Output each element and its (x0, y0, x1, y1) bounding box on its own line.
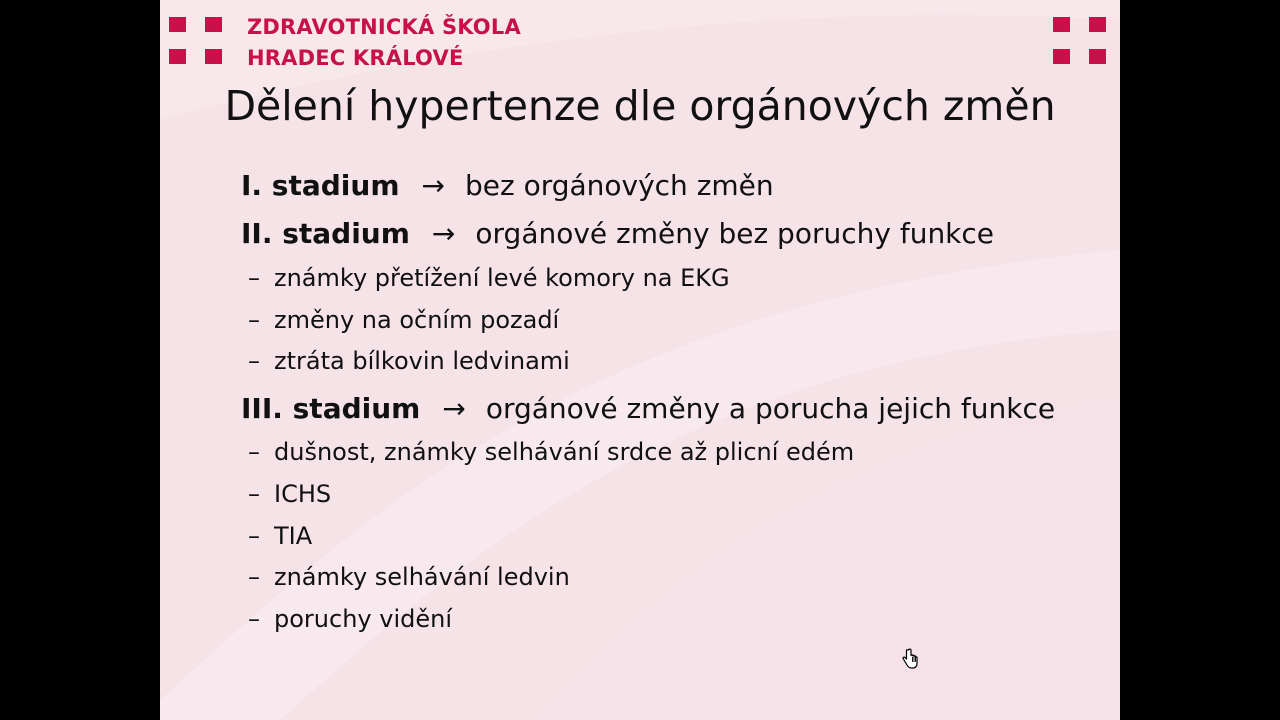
stage-description: bez orgánových změn (464, 169, 774, 202)
arrow-icon: → (421, 169, 445, 202)
list-item-text: dušnost, známky selhávání srdce až plicní edém (274, 438, 855, 466)
school-name (247, 12, 521, 74)
dash-bullet: – (248, 522, 260, 550)
list-item (248, 306, 559, 334)
list-item-text: ztráta bílkovin ledvinami (274, 347, 570, 375)
list-item-text: změny na očním pozadí (274, 306, 560, 334)
list-item-text: poruchy vidění (274, 605, 452, 633)
dash-bullet: – (248, 480, 260, 508)
logo-squares-right (1053, 17, 1113, 67)
logo-square (169, 17, 186, 32)
list-item (248, 480, 331, 508)
list-item-text: TIA (274, 522, 313, 550)
stage-label: I. stadium (241, 169, 400, 202)
list-item (248, 563, 570, 591)
stage-1-line (241, 169, 774, 202)
logo-square (1053, 17, 1070, 32)
list-item (248, 522, 312, 550)
logo-square (1089, 17, 1106, 32)
presentation-slide[interactable] (160, 0, 1120, 720)
list-item (248, 438, 854, 466)
logo-square (205, 49, 222, 64)
logo-square (1089, 49, 1106, 64)
hand-cursor-icon (901, 648, 921, 670)
arrow-icon: → (431, 217, 456, 250)
dash-bullet: – (248, 306, 260, 334)
stage-3-line (241, 392, 1055, 425)
list-item (248, 347, 570, 375)
logo-squares-left (169, 17, 229, 67)
dash-bullet: – (248, 563, 260, 591)
school-name-line1: ZDRAVOTNICKÁ ŠKOLA (247, 15, 521, 39)
list-item (248, 264, 730, 292)
stage-label: III. stadium (241, 392, 421, 425)
list-item-text: známky selhávání ledvin (274, 563, 570, 591)
list-item (248, 605, 452, 633)
dash-bullet: – (248, 438, 260, 466)
dash-bullet: – (248, 347, 260, 375)
school-name-line2: HRADEC KRÁLOVÉ (247, 46, 464, 70)
logo-square (205, 17, 222, 32)
dash-bullet: – (248, 264, 260, 292)
stage-description: orgánové změny a porucha jejich funkce (485, 392, 1056, 425)
logo-square (169, 49, 186, 64)
stage-description: orgánové změny bez poruchy funkce (475, 217, 995, 250)
dash-bullet: – (248, 605, 260, 633)
logo-square (1053, 49, 1070, 64)
stage-label: II. stadium (241, 217, 410, 250)
list-item-text: známky přetížení levé komory na EKG (274, 264, 730, 292)
arrow-icon: → (442, 392, 466, 425)
list-item-text: ICHS (274, 480, 332, 508)
slide-title: Dělení hypertenze dle orgánových změn (224, 82, 1056, 130)
stage-2-line (241, 217, 994, 250)
